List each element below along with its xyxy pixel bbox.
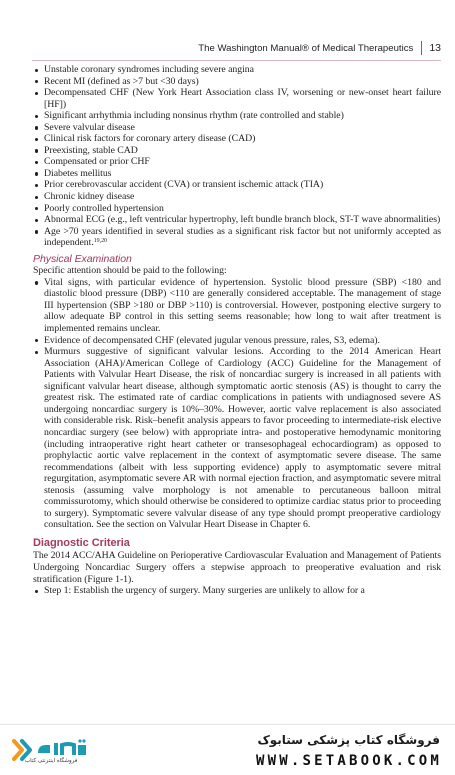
store-url: WWW.SETABOOK.COM <box>255 753 442 769</box>
list-item: Severe valvular disease <box>33 122 441 134</box>
list-item: Preexisting, stable CAD <box>33 145 441 157</box>
reference-superscript: 19,20 <box>93 238 107 245</box>
logo-caption: فروشگاه اینترنتی کتاب <box>25 758 78 764</box>
store-footer-banner <box>0 724 455 775</box>
list-item: Clinical risk factors for coronary artery disease (CAD) <box>33 133 441 145</box>
list-item-text: Age >70 years identified in several studies as a significant risk factor but not uniformly accepted as independent. <box>44 225 441 249</box>
list-item: Decompensated CHF (New York Heart Association class IV, worsening or new-onset heart failure [HF]) <box>33 87 441 110</box>
page-number: 13 <box>429 42 441 54</box>
diagnostic-paragraph: The 2014 ACC/AHA Guideline on Perioperative Cardiovascular Evaluation and Management of Patients Undergoing Noncardiac Surgery offers a stepwise approach to preoperative evaluation and risk stratification (Figure 1-1). <box>33 550 441 585</box>
main-content <box>33 64 441 597</box>
list-item <box>33 226 441 249</box>
physical-exam-intro: Specific attention should be paid to the following: <box>33 265 227 277</box>
list-item: Recent MI (defined as >7 but <30 days) <box>33 76 441 88</box>
list-item: Unstable coronary syndromes including severe angina <box>33 64 441 76</box>
physical-exam-list <box>33 277 441 531</box>
store-name: فروشگاه کتاب پزشکی ستابوک <box>257 733 440 747</box>
list-item: Compensated or prior CHF <box>33 156 441 168</box>
list-item: Prior cerebrovascular accident (CVA) or transient ischemic attack (TIA) <box>33 179 441 191</box>
running-header <box>198 41 441 55</box>
steps-list <box>33 585 441 597</box>
list-item: Chronic kidney disease <box>33 191 441 203</box>
risk-factor-list <box>33 64 441 249</box>
list-item: Evidence of decompensated CHF (elevated jugular venous pressure, rales, S3, edema). <box>33 335 441 347</box>
list-item: Vital signs, with particular evidence of hypertension. Systolic blood pressure (SBP) <180 and diastolic blood pressure (DBP) <110 are generally considered acceptable. The management of stage III hypertension (SBP >180 or DBP >110) is controversial. However, postponing elective surgery to allow adequate BP control in this setting seems reasonable; how long to wait after treatment is implemented remains unclear. <box>33 277 441 335</box>
list-item: Poorly controlled hypertension <box>33 203 441 215</box>
running-header-title: The Washington Manual® of Medical Therapeutics <box>198 42 414 54</box>
list-item: Murmurs suggestive of significant valvular lesions. According to the 2014 American Heart Association (AHA)/American College of Cardiology (ACC) Guideline for the Management of Patients with Valvular Heart Disease, the risk of noncardiac surgery is increased in all patients with significant valvular heart disease, although symptomatic aortic stenosis (AS) is thought to carry the greatest risk. The estimated rate of cardiac complications in patients with undiagnosed severe AS undergoing noncardiac surgery is 10%–30%. However, aortic valve replacement is also associated with considerable risk. Risk–benefit analysis appears to favor proceeding to intermediate-risk elective noncardiac surgery (see below) with appropriate intra- and postoperative hemodynamic monitoring (including intraoperative right heart catheter or transesophageal echocardiogram) as opposed to prophylactic aortic valve replacement in the context of asymptomatic severe disease. The same recommendations (albeit with less supporting evidence) apply to asymptomatic severe mitral regurgitation, asymptomatic severe AR with normal ejection fraction, and asymptomatic severe mitral stenosis (assuming valve morphology is not amenable to percutaneous balloon mitral commissurotomy, which should otherwise be considered to optimize cardiac status prior to proceeding to surgery). Symptomatic severe valvular disease of any type should prompt preoperative cardiology consultation. See the section on Valvular Heart Disease in Chapter 6. <box>33 346 441 531</box>
list-item: Significant arrhythmia including nonsinus rhythm (rate controlled and stable) <box>33 110 441 122</box>
list-item: Diabetes mellitus <box>33 168 441 180</box>
header-divider <box>421 41 422 55</box>
diagnostic-criteria-heading: Diagnostic Criteria <box>33 536 130 549</box>
list-item: Step 1: Establish the urgency of surgery. Many surgeries are unlikely to allow for a <box>33 585 441 597</box>
header-rule <box>32 60 441 61</box>
physical-exam-heading: Physical Examination <box>33 252 132 265</box>
list-item: Abnormal ECG (e.g., left ventricular hypertrophy, left bundle branch block, ST-T wave abnormalities) <box>33 214 441 226</box>
